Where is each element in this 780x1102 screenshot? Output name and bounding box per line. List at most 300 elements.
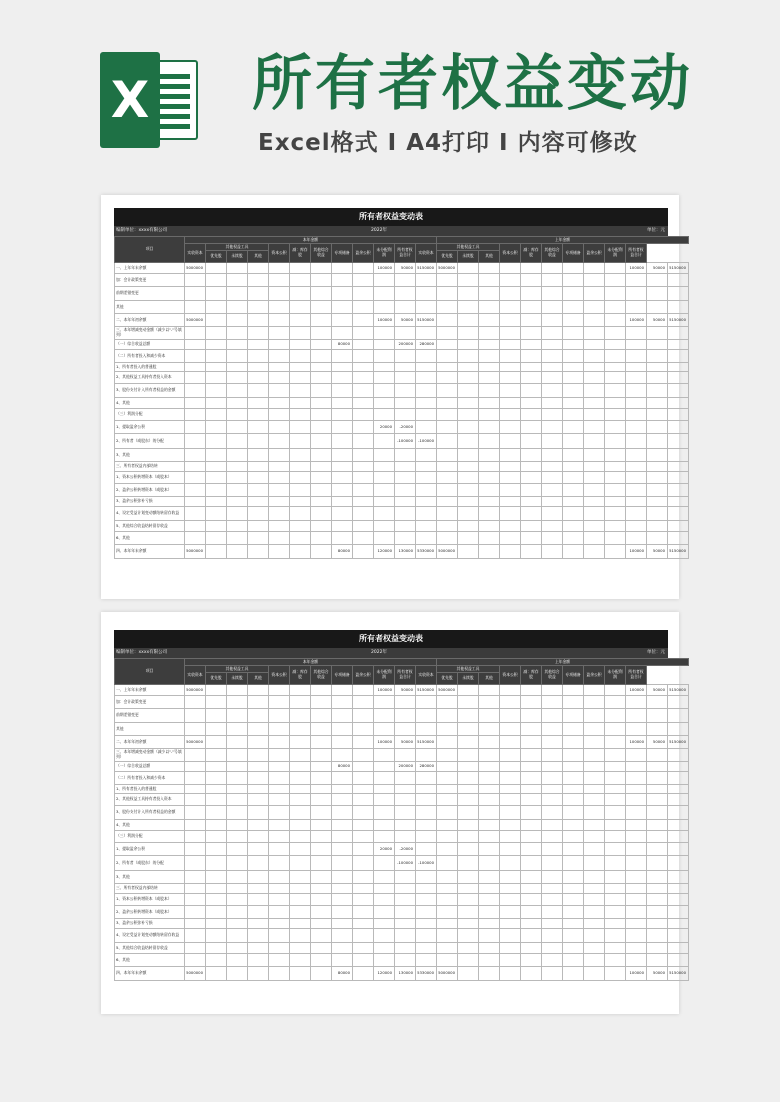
value-cell [395, 462, 416, 472]
value-cell [458, 843, 479, 856]
row-label: 2、盈余公积转增资本（或股本） [115, 484, 185, 497]
value-cell [269, 545, 290, 559]
value-cell [395, 532, 416, 545]
row-label: （一）综合收益总额 [115, 340, 185, 350]
value-cell [206, 894, 227, 906]
value-cell [668, 287, 689, 301]
value-cell [458, 856, 479, 871]
value-cell [521, 794, 542, 806]
value-cell [227, 894, 248, 906]
value-cell [185, 772, 206, 785]
value-cell [458, 314, 479, 327]
value-cell [374, 785, 395, 794]
value-cell [227, 843, 248, 856]
sheet-title: 所有者权益变动表 [114, 208, 668, 226]
value-cell [332, 806, 353, 820]
value-cell [269, 871, 290, 884]
value-cell [542, 287, 563, 301]
value-cell [605, 398, 626, 409]
value-cell [563, 871, 584, 884]
value-cell [395, 274, 416, 287]
value-cell [500, 871, 521, 884]
value-cell [395, 497, 416, 507]
value-cell [185, 943, 206, 954]
value-cell [647, 894, 668, 906]
value-cell [437, 372, 458, 384]
value-cell [479, 871, 500, 884]
value-cell [185, 749, 206, 762]
value-cell [437, 384, 458, 398]
value-cell: -100000 [416, 434, 437, 449]
other-instrument-header: 其他 [248, 251, 269, 263]
value-cell [437, 894, 458, 906]
value-cell [353, 871, 374, 884]
table-row [115, 545, 689, 559]
value-cell [668, 409, 689, 421]
value-cell [311, 350, 332, 363]
value-cell [500, 762, 521, 772]
value-cell [668, 806, 689, 820]
value-cell [311, 472, 332, 484]
value-cell [668, 785, 689, 794]
value-cell [248, 384, 269, 398]
table-row [115, 696, 689, 709]
value-cell [248, 462, 269, 472]
value-cell [332, 521, 353, 532]
value-cell [584, 806, 605, 820]
value-cell [521, 762, 542, 772]
value-cell [500, 263, 521, 274]
value-cell [626, 709, 647, 723]
value-cell [227, 409, 248, 421]
value-cell [563, 521, 584, 532]
value-cell [542, 327, 563, 340]
row-label: 4、其他 [115, 820, 185, 831]
value-cell [353, 772, 374, 785]
value-cell [248, 884, 269, 894]
value-cell [500, 820, 521, 831]
value-cell [458, 384, 479, 398]
value-cell [584, 762, 605, 772]
value-cell [668, 384, 689, 398]
currency-label: 单位：元 [647, 228, 665, 233]
value-cell [332, 906, 353, 919]
value-cell [311, 532, 332, 545]
value-cell [458, 472, 479, 484]
value-cell [311, 398, 332, 409]
value-cell [206, 929, 227, 943]
value-cell [269, 484, 290, 497]
value-cell: 280000 [416, 762, 437, 772]
value-cell [500, 363, 521, 372]
value-cell [563, 409, 584, 421]
table-row [115, 806, 689, 820]
value-cell [311, 340, 332, 350]
value-cell [395, 696, 416, 709]
value-cell [668, 696, 689, 709]
value-cell [647, 384, 668, 398]
value-cell [206, 723, 227, 736]
value-cell [374, 772, 395, 785]
value-cell [626, 894, 647, 906]
value-cell: -100000 [416, 856, 437, 871]
other-instrument-header: 其他 [479, 673, 500, 685]
value-cell [458, 943, 479, 954]
value-cell [563, 831, 584, 843]
value-cell [416, 398, 437, 409]
value-cell [227, 301, 248, 314]
value-cell [437, 340, 458, 350]
row-label: 2、所有者（或股东）的分配 [115, 856, 185, 871]
value-cell [479, 967, 500, 981]
value-cell [416, 409, 437, 421]
value-cell [416, 521, 437, 532]
value-cell [248, 340, 269, 350]
value-cell [584, 967, 605, 981]
value-cell [500, 287, 521, 301]
value-cell [458, 929, 479, 943]
value-cell [563, 314, 584, 327]
value-cell [605, 327, 626, 340]
value-cell [605, 434, 626, 449]
value-cell [374, 794, 395, 806]
value-cell [605, 954, 626, 967]
value-cell [584, 794, 605, 806]
value-cell [563, 843, 584, 856]
value-cell [605, 736, 626, 749]
value-cell [647, 340, 668, 350]
value-cell [185, 894, 206, 906]
value-cell [290, 856, 311, 871]
value-cell [479, 421, 500, 434]
value-cell [479, 806, 500, 820]
value-cell [353, 462, 374, 472]
value-cell [500, 772, 521, 785]
value-cell: 5150000 [668, 545, 689, 559]
value-cell [311, 545, 332, 559]
table-row [115, 263, 689, 274]
value-cell [500, 806, 521, 820]
value-cell [227, 449, 248, 462]
value-cell [332, 709, 353, 723]
value-cell [584, 532, 605, 545]
value-cell: 100000 [626, 967, 647, 981]
value-cell [227, 384, 248, 398]
value-cell [185, 287, 206, 301]
value-cell [269, 929, 290, 943]
value-cell [332, 472, 353, 484]
value-cell [542, 372, 563, 384]
value-cell [563, 434, 584, 449]
value-cell [395, 794, 416, 806]
value-cell [269, 398, 290, 409]
value-cell: 50000 [647, 314, 668, 327]
value-cell [668, 363, 689, 372]
value-cell [206, 820, 227, 831]
value-cell [248, 906, 269, 919]
value-cell [542, 497, 563, 507]
value-cell [311, 785, 332, 794]
value-cell [647, 884, 668, 894]
excel-logo-letter: X [100, 52, 160, 148]
value-cell [353, 340, 374, 350]
value-cell [248, 856, 269, 871]
value-cell [479, 856, 500, 871]
value-cell [374, 532, 395, 545]
value-cell [395, 785, 416, 794]
table-row [115, 785, 689, 794]
value-cell [374, 484, 395, 497]
value-cell [269, 363, 290, 372]
value-cell [584, 497, 605, 507]
value-cell [269, 685, 290, 696]
value-cell [227, 287, 248, 301]
value-cell [206, 906, 227, 919]
value-cell [395, 919, 416, 929]
value-cell [626, 532, 647, 545]
value-cell [374, 497, 395, 507]
value-cell [248, 497, 269, 507]
value-cell: 120000 [374, 545, 395, 559]
value-cell [458, 954, 479, 967]
value-cell [500, 696, 521, 709]
value-cell [542, 545, 563, 559]
value-cell [374, 340, 395, 350]
value-cell [395, 301, 416, 314]
value-cell [584, 843, 605, 856]
row-label: 6、其他 [115, 532, 185, 545]
value-cell: 120000 [374, 967, 395, 981]
value-cell [563, 545, 584, 559]
value-cell [395, 484, 416, 497]
value-cell [290, 434, 311, 449]
value-cell [458, 871, 479, 884]
value-cell [584, 696, 605, 709]
value-cell [395, 521, 416, 532]
value-cell [332, 785, 353, 794]
row-label: （二）所有者投入和减少资本 [115, 772, 185, 785]
value-cell [248, 521, 269, 532]
special-reserve-header: 专项储备 [563, 244, 584, 263]
value-cell [458, 831, 479, 843]
value-cell [668, 301, 689, 314]
value-cell [563, 497, 584, 507]
value-cell [605, 340, 626, 350]
value-cell [458, 484, 479, 497]
value-cell [668, 820, 689, 831]
value-cell [458, 449, 479, 462]
value-cell: 100000 [374, 736, 395, 749]
table-row [115, 967, 689, 981]
value-cell [269, 749, 290, 762]
value-cell [500, 421, 521, 434]
value-cell [248, 372, 269, 384]
value-cell [605, 894, 626, 906]
value-cell [626, 929, 647, 943]
value-cell [584, 327, 605, 340]
value-cell [437, 449, 458, 462]
value-cell [479, 274, 500, 287]
value-cell: 5150000 [668, 736, 689, 749]
total-equity-header: 所有者权益合计 [626, 666, 647, 685]
value-cell [416, 906, 437, 919]
table-row [115, 301, 689, 314]
value-cell [479, 820, 500, 831]
value-cell [668, 340, 689, 350]
value-cell [416, 831, 437, 843]
value-cell [605, 709, 626, 723]
table-row [115, 287, 689, 301]
value-cell [500, 484, 521, 497]
value-cell [374, 449, 395, 462]
value-cell [542, 762, 563, 772]
row-label: 3、股份支付计入所有者权益的金额 [115, 384, 185, 398]
table-row [115, 723, 689, 736]
value-cell [206, 871, 227, 884]
value-cell [206, 327, 227, 340]
value-cell [353, 806, 374, 820]
value-cell [248, 831, 269, 843]
value-cell [185, 274, 206, 287]
value-cell [437, 274, 458, 287]
value-cell: 280000 [416, 340, 437, 350]
value-cell [458, 772, 479, 785]
value-cell [458, 967, 479, 981]
value-cell [185, 723, 206, 736]
value-cell [437, 350, 458, 363]
value-cell [605, 363, 626, 372]
value-cell [353, 521, 374, 532]
value-cell [563, 772, 584, 785]
value-cell [374, 954, 395, 967]
value-cell [668, 954, 689, 967]
value-cell [668, 462, 689, 472]
surplus-reserve-header: 盈余公积 [584, 666, 605, 685]
value-cell [248, 772, 269, 785]
value-cell [353, 497, 374, 507]
value-cell [353, 894, 374, 906]
table-row [115, 472, 689, 484]
value-cell [206, 856, 227, 871]
value-cell [647, 507, 668, 521]
value-cell [395, 363, 416, 372]
value-cell [206, 521, 227, 532]
value-cell [290, 736, 311, 749]
value-cell [290, 831, 311, 843]
row-label: 三、所有者权益内部结转 [115, 884, 185, 894]
value-cell [626, 372, 647, 384]
value-cell [374, 301, 395, 314]
value-cell [437, 484, 458, 497]
page-subtitle: Excel格式 I A4打印 I 内容可修改 [258, 130, 638, 156]
value-cell [248, 301, 269, 314]
value-cell [437, 820, 458, 831]
value-cell [374, 709, 395, 723]
value-cell [437, 398, 458, 409]
value-cell [668, 894, 689, 906]
value-cell [395, 831, 416, 843]
value-cell [416, 919, 437, 929]
value-cell [395, 507, 416, 521]
table-row [115, 398, 689, 409]
value-cell: -20000 [395, 421, 416, 434]
value-cell [248, 507, 269, 521]
value-cell [353, 363, 374, 372]
value-cell [647, 287, 668, 301]
value-cell: 5000000 [437, 545, 458, 559]
table-row [115, 421, 689, 434]
value-cell [290, 762, 311, 772]
value-cell [416, 943, 437, 954]
value-cell [563, 929, 584, 943]
value-cell [332, 350, 353, 363]
value-cell [626, 906, 647, 919]
value-cell [269, 762, 290, 772]
value-cell [563, 709, 584, 723]
value-cell [269, 340, 290, 350]
value-cell [437, 906, 458, 919]
value-cell [248, 843, 269, 856]
value-cell [668, 794, 689, 806]
value-cell [185, 409, 206, 421]
value-cell [227, 314, 248, 327]
value-cell [500, 449, 521, 462]
perpetual-bond-header: 永续股 [227, 673, 248, 685]
value-cell [269, 894, 290, 906]
value-cell: 5000000 [185, 685, 206, 696]
value-cell [647, 462, 668, 472]
value-cell [458, 350, 479, 363]
row-label: 1、资本公积转增资本（或股本） [115, 894, 185, 906]
value-cell [227, 545, 248, 559]
value-cell [626, 831, 647, 843]
value-cell [353, 906, 374, 919]
value-cell [542, 472, 563, 484]
value-cell [332, 314, 353, 327]
value-cell [395, 820, 416, 831]
value-cell [563, 363, 584, 372]
value-cell [374, 723, 395, 736]
total-equity-header: 所有者权益合计 [626, 244, 647, 263]
value-cell [374, 434, 395, 449]
row-label: 3、其他 [115, 871, 185, 884]
value-cell [206, 263, 227, 274]
value-cell [395, 884, 416, 894]
value-cell [668, 856, 689, 871]
value-cell [668, 484, 689, 497]
capital-reserve-header: 资本公积 [269, 244, 290, 263]
value-cell [269, 350, 290, 363]
value-cell [605, 449, 626, 462]
value-cell [584, 709, 605, 723]
value-cell [269, 507, 290, 521]
value-cell [584, 484, 605, 497]
value-cell [206, 831, 227, 843]
value-cell [437, 462, 458, 472]
table-row [115, 685, 689, 696]
value-cell [437, 871, 458, 884]
value-cell [479, 434, 500, 449]
sheet-info-bar [114, 648, 668, 658]
value-cell [563, 749, 584, 762]
value-cell: -20000 [395, 843, 416, 856]
value-cell [332, 831, 353, 843]
value-cell [290, 794, 311, 806]
value-cell [500, 398, 521, 409]
value-cell [227, 831, 248, 843]
value-cell: 5000000 [185, 545, 206, 559]
value-cell [248, 363, 269, 372]
